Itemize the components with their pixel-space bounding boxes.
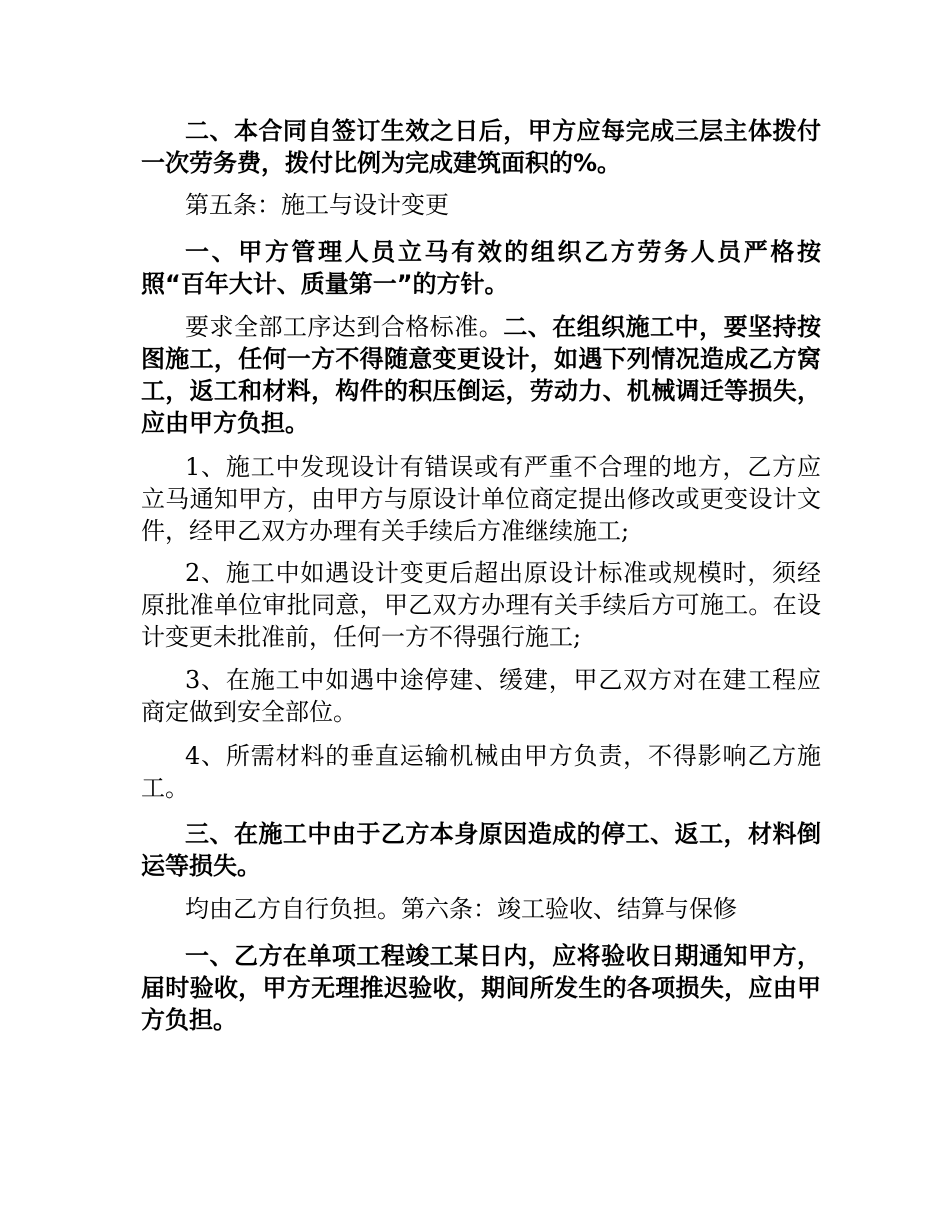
paragraph-design-change-rules: [141, 311, 821, 439]
clause-3-suspension: 3、在施工中如遇中途停建、缓建，甲乙双方对在建工程应商定做到安全部位。: [141, 666, 821, 726]
paragraph-completion-acceptance: 一、乙方在单项工程竣工某日内，应将验收日期通知甲方，届时验收，甲方无理推迟验收，期间所发生的各项损失，应由甲方负担。: [141, 942, 821, 1034]
paragraph-quality-policy: 一、甲方管理人员立马有效的组织乙方劳务人员严格按照“百年大计、质量第一”的方针。: [141, 238, 821, 298]
clause-4-vertical-transport: 4、所需材料的垂直运输机械由甲方负责，不得影响乙方施工。: [141, 742, 821, 802]
clause-1-design-error: 1、施工中发现设计有错误或有严重不合理的地方，乙方应立马通知甲方，由甲方与原设计单位商定提出修改或更变设计文件，经甲乙双方办理有关手续后方准继续施工;: [141, 453, 821, 545]
clause-2-design-change-approval: 2、施工中如遇设计变更后超出原设计标准或规模时，须经原批准单位审批同意，甲乙双方办理有关手续后方可施工。在设计变更未批准前，任何一方不得强行施工;: [141, 559, 821, 651]
paragraph-standard-requirement: 要求全部工序达到合格标准。: [185, 313, 504, 341]
paragraph-payment-terms: 二、本合同自签订生效之日后，甲方应每完成三层主体拨付一次劳务费，拨付比例为完成建筑面积的%。: [141, 117, 821, 177]
paragraph-party-b-losses: 三、在施工中由于乙方本身原因造成的停工、返工，材料倒运等损失。: [141, 820, 821, 880]
article-6-heading: 均由乙方自行负担。第六条：竣工验收、结算与保修: [185, 895, 737, 923]
paragraph-follow-drawings: 二、在组织施工中，要坚持按图施工，任何一方不得随意变更设计，如遇下列情况造成乙方窝工，返工和材料，构件的积压倒运，劳动力、机械调迁等损失，应由甲方负担。: [141, 313, 822, 437]
article-5-heading: 第五条：施工与设计变更: [185, 191, 449, 219]
